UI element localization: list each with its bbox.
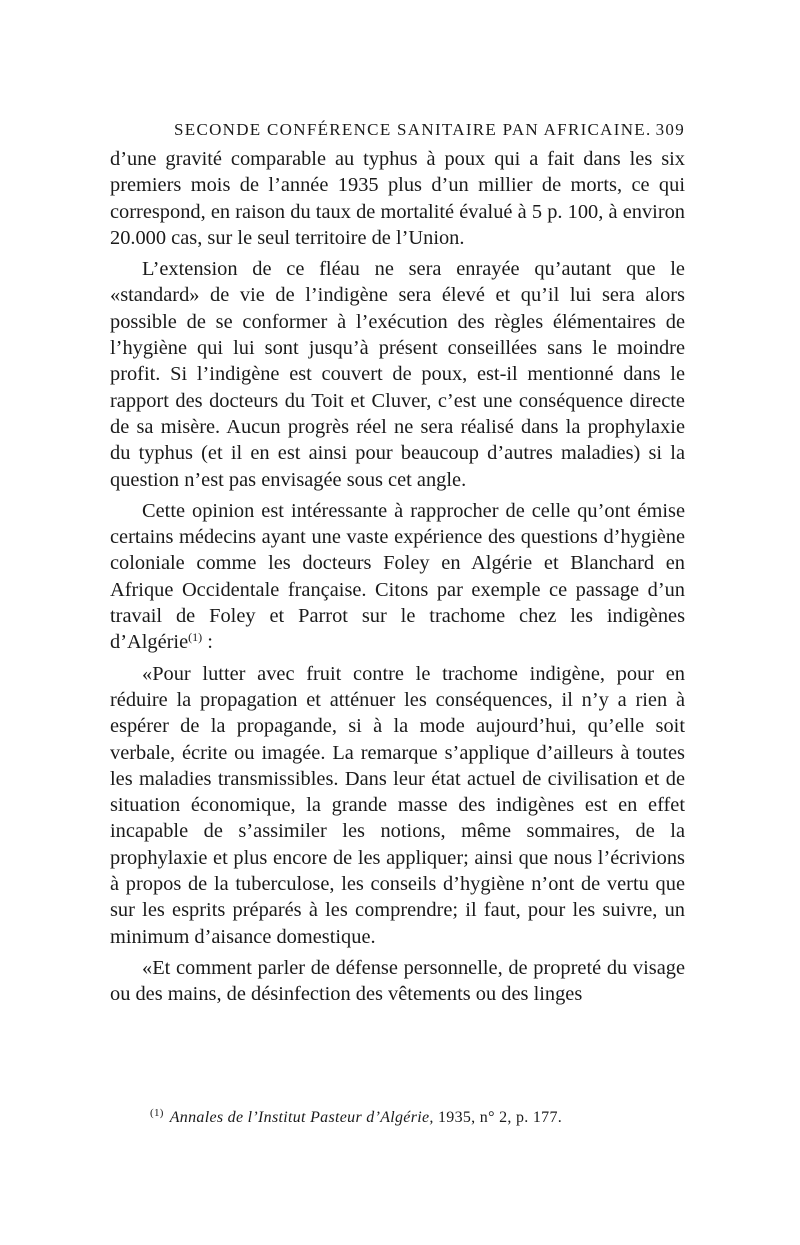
footnote-citation: 1935, n° 2, p. 177. [433,1109,563,1126]
page-number: 309 [655,120,685,139]
body-text [110,146,685,1008]
paragraph-extension-fleau: L’extension de ce fléau ne sera enrayée qu’autant que le «standard» de vie de l’indigène sera élevé et qu’il lui sera alors possible de se conformer à l’exécution des règles élémentaires de l’hygiène qui lui sont jusqu’à présent conseillées sans le moindre profit. Si l’indigène est couvert de poux, est-il mentionné dans le rapport des docteurs du Toit et Cluver, c’est une conséquence directe de sa misère. Aucun progrès réel ne sera réalisé dans la prophylaxie du typhus (et il en est ainsi pour beaucoup d’autres maladies) si la question n’est pas envisagée sous cet angle. [110,258,685,491]
footnote [150,1102,690,1129]
running-title: SECONDE CONFÉRENCE SANITAIRE PAN AFRICAINE. [174,120,652,139]
footnote-mark: (1) [150,1107,164,1119]
paragraph-opinion [110,498,685,656]
quotation-trachome: «Pour lutter avec fruit contre le trachome indigène, pour en réduire la propagation et atténuer les conséquences, il n’y a rien à espérer de la propagande, si à la mode aujourd’hui, qu’elle soit verbale, écrite ou imagée. La remarque s’applique d’ailleurs à toutes les maladies transmissibles. Dans leur état actuel de civilisation et de situation économique, la grande masse des indigènes est en effet incapable de s’assimiler les notions, même sommaires, de la prophylaxie et plus encore de les appliquer; ainsi que nous l’écrivions à propos de la tuberculose, les conseils d’hygiène n’ont de vertu que sur les esprits préparés à les comprendre; il faut, pour les suivre, un minimum d’aisance domestique. [110,662,685,948]
footnote-reference[interactable]: (1) [188,630,203,645]
running-header [110,120,685,144]
paragraph-opinion-text: Cette opinion est intéressante à rapprocher de celle qu’ont émise certains médecins ayant une vaste expérience des questions d’hygiène coloniale comme les docteurs Foley en Algérie et Blanchard en Afrique Occidentale française. Citons par exemple ce passage d’un travail de Foley et Parrot sur le trachome chez les indigènes d’Algérie [110,499,685,654]
paragraph-opinion-end: : [202,631,213,654]
footnote-journal: Annales de l’Institut Pasteur d’Algérie, [169,1109,434,1126]
paragraph-continued: d’une gravité comparable au typhus à poux qui a fait dans les six premiers mois de l’année 1935 plus d’un millier de morts, ce qui correspond, en raison du taux de mortalité évalué à 5 p. 100, à environ 20.000 cas, sur le seul territoire de l’Union. [110,148,685,249]
quotation-defense: «Et comment parler de défense personnelle, de propreté du visage ou des mains, de désinfection des vêtements ou des linges [110,956,685,1006]
